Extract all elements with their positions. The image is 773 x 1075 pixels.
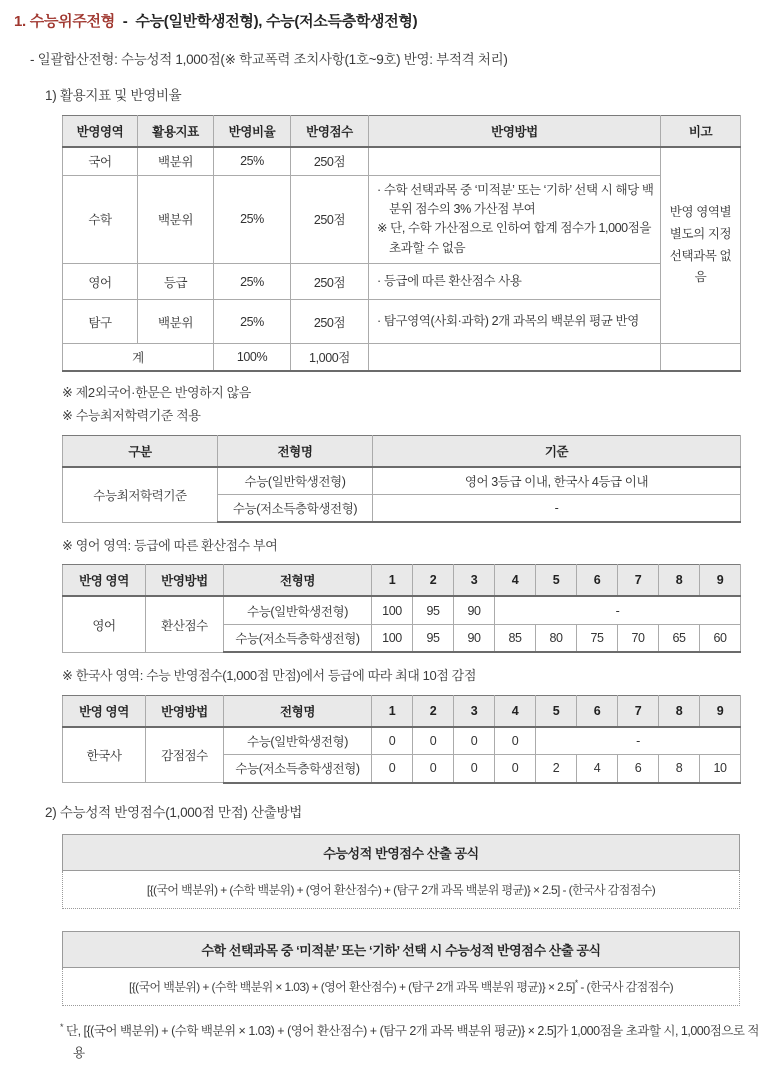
formula-asterisk: * (574, 977, 578, 988)
table-cell: 250점 (291, 300, 369, 344)
group-merged-cell: 수능최저학력기준 (63, 467, 218, 522)
dash-merged-cell: - (536, 727, 741, 755)
empty-method-cell (369, 147, 661, 175)
table-cell: 65 (659, 624, 700, 652)
empty-cell (369, 344, 661, 372)
table-cell: 수능(저소득층학생전형) (224, 624, 372, 652)
english-conversion-table (62, 564, 741, 653)
table-cell: 250점 (291, 264, 369, 300)
table-cell: 0 (454, 727, 495, 755)
table-cell: 25% (214, 147, 291, 175)
title-separator: - (122, 13, 128, 30)
remark-text: 반영 영역별 별도의 지정 선택과목 없음 (669, 204, 732, 285)
table-cell: 250점 (291, 147, 369, 175)
note-min-requirement: ※ 수능최저학력기준 적용 (62, 408, 201, 424)
table-row-inquiry (63, 300, 741, 344)
header-cell-grade: 8 (659, 565, 700, 597)
header-cell-ratio: 반영비율 (214, 116, 291, 148)
dash-merged-cell: - (495, 596, 741, 624)
total-ratio-cell: 100% (214, 344, 291, 372)
table-row-total (63, 344, 741, 372)
table-cell: 수능(저소득층학생전형) (224, 755, 372, 783)
header-cell-category: 구분 (63, 436, 218, 468)
header-cell-method: 반영방법 (146, 695, 224, 727)
table-cell: 2 (536, 755, 577, 783)
header-cell-remark: 비고 (661, 116, 741, 148)
header-cell-score: 반영점수 (291, 116, 369, 148)
section1-heading: 1) 활용지표 및 반영비율 (45, 88, 182, 103)
remark-merged-cell (661, 147, 741, 344)
method-item: · 수학 선택과목 중 ‘미적분’ 또는 ‘기하’ 선택 시 해당 백분위 점수의 3% 가산점 부여 (377, 182, 654, 216)
table-cell: 100 (372, 624, 413, 652)
table-cell: 영어 3등급 이내, 한국사 4등급 이내 (373, 467, 741, 495)
table-cell: 0 (372, 727, 413, 755)
table-cell: 수학 (63, 175, 138, 264)
header-cell-grade: 8 (659, 695, 700, 727)
empty-cell (661, 344, 741, 372)
header-cell-area: 반영영역 (63, 116, 138, 148)
table-cell: - (373, 495, 741, 523)
header-cell-grade: 9 (700, 565, 741, 597)
formula-post: - (한국사 감점점수) (577, 979, 673, 994)
header-cell-grade: 9 (700, 695, 741, 727)
area-merged-cell: 한국사 (63, 727, 146, 783)
footnote-asterisk: * (60, 1021, 64, 1032)
method-cell-inquiry (369, 300, 661, 344)
table-cell: 국어 (63, 147, 138, 175)
intro-line: - 일괄합산전형: 수능성적 1,000점(※ 학교폭력 조치사항(1호~9호) 반영: 부적격 처리) (30, 52, 508, 67)
minreq-header-row (63, 436, 741, 468)
table-cell: 90 (454, 596, 495, 624)
table-cell: 탐구 (63, 300, 138, 344)
formula-box-2-title: 수학 선택과목 중 ‘미적분’ 또는 ‘기하’ 선택 시 수능성적 반영점수 산출 공식 (62, 931, 740, 968)
table-cell: 0 (413, 755, 454, 783)
table-cell: 수능(일반학생전형) (224, 596, 372, 624)
table-cell: 수능(일반학생전형) (218, 467, 373, 495)
header-cell-track: 전형명 (224, 695, 372, 727)
total-score-cell: 1,000점 (291, 344, 369, 372)
header-cell-track: 전형명 (218, 436, 373, 468)
note-english-area: ※ 영어 영역: 등급에 따른 환산점수 부여 (62, 538, 278, 554)
table-row (63, 727, 741, 755)
usage-table (62, 115, 741, 372)
footnote (60, 1019, 760, 1065)
note-history-area: ※ 한국사 영역: 수능 반영점수(1,000점 만점)에서 등급에 따라 최대 10점 감점 (62, 668, 476, 684)
table-cell: 85 (495, 624, 536, 652)
table-cell: 0 (454, 755, 495, 783)
table-row (63, 467, 741, 495)
table-cell: 80 (536, 624, 577, 652)
table-cell: 수능(저소득층학생전형) (218, 495, 373, 523)
table-cell: 25% (214, 264, 291, 300)
header-cell-grade: 2 (413, 565, 454, 597)
table-cell: 0 (413, 727, 454, 755)
header-cell-grade: 3 (454, 565, 495, 597)
usage-table-header-row (63, 116, 741, 148)
formula-box-2 (62, 931, 740, 1006)
formula-pre: [{(국어 백분위) + (수학 백분위 × 1.03) + (영어 환산점수) + (탐구 2개 과목 백분위 평균)} × 2.5] (129, 979, 575, 994)
table-row-english (63, 264, 741, 300)
header-cell-area: 반영 영역 (63, 565, 146, 597)
header-cell-grade: 6 (577, 695, 618, 727)
history-table-header-row (63, 695, 741, 727)
table-cell: 영어 (63, 264, 138, 300)
table-cell: 0 (495, 727, 536, 755)
header-cell-grade: 4 (495, 695, 536, 727)
formula-box-2-formula (62, 968, 740, 1006)
header-cell-indicator: 활용지표 (138, 116, 214, 148)
table-cell: 6 (618, 755, 659, 783)
header-cell-grade: 7 (618, 695, 659, 727)
header-cell-track: 전형명 (224, 565, 372, 597)
min-requirement-table (62, 435, 741, 523)
area-merged-cell: 영어 (63, 596, 146, 652)
method-item: ※ 단, 수학 가산점으로 인하여 합계 점수가 1,000점을 초과할 수 없음 (377, 221, 652, 255)
table-cell: 8 (659, 755, 700, 783)
table-cell: 4 (577, 755, 618, 783)
formula-box-1-formula: [{(국어 백분위) + (수학 백분위) + (영어 환산점수) + (탐구 2개 과목 백분위 평균)} × 2.5] - (한국사 감점점수) (62, 871, 740, 909)
table-cell: 0 (495, 755, 536, 783)
table-cell: 70 (618, 624, 659, 652)
table-cell: 백분위 (138, 300, 214, 344)
table-cell: 100 (372, 596, 413, 624)
footnote-text: 단, [{(국어 백분위) + (수학 백분위 × 1.03) + (영어 환산점수) + (탐구 2개 과목 백분위 평균)} × 2.5]가 1,000점을 초과할 시, 1,000점으로 적용 (63, 1023, 759, 1061)
table-row (63, 596, 741, 624)
method-item: · 탐구영역(사회·과학) 2개 과목의 백분위 평균 반영 (377, 313, 639, 328)
table-cell: 등급 (138, 264, 214, 300)
method-cell-english (369, 264, 661, 300)
english-table-header-row (63, 565, 741, 597)
table-cell: 백분위 (138, 147, 214, 175)
section2-heading: 2) 수능성적 반영점수(1,000점 만점) 산출방법 (45, 804, 302, 820)
table-cell: 0 (372, 755, 413, 783)
method-item: · 등급에 따른 환산점수 사용 (377, 273, 522, 288)
title-subtracks: 수능(일반학생전형), 수능(저소득층학생전형) (135, 13, 418, 30)
header-cell-criteria: 기준 (373, 436, 741, 468)
header-cell-grade: 2 (413, 695, 454, 727)
table-cell: 25% (214, 175, 291, 264)
header-cell-area: 반영 영역 (63, 695, 146, 727)
total-label-cell: 계 (63, 344, 214, 372)
formula-box-1-title: 수능성적 반영점수 산출 공식 (62, 834, 740, 871)
page-title (14, 10, 757, 31)
header-cell-grade: 5 (536, 565, 577, 597)
title-number-main: 1. 수능위주전형 (14, 13, 115, 30)
header-cell-grade: 3 (454, 695, 495, 727)
header-cell-grade: 1 (372, 695, 413, 727)
table-cell: 수능(일반학생전형) (224, 727, 372, 755)
header-cell-method: 반영방법 (369, 116, 661, 148)
header-cell-grade: 1 (372, 565, 413, 597)
header-cell-method: 반영방법 (146, 565, 224, 597)
korean-history-table (62, 695, 741, 784)
table-cell: 95 (413, 624, 454, 652)
header-cell-grade: 6 (577, 565, 618, 597)
table-cell: 95 (413, 596, 454, 624)
table-cell: 60 (700, 624, 741, 652)
table-row-korean (63, 147, 741, 175)
table-cell: 250점 (291, 175, 369, 264)
table-row-math (63, 175, 741, 264)
table-cell: 75 (577, 624, 618, 652)
method-cell-math (369, 175, 661, 264)
header-cell-grade: 4 (495, 565, 536, 597)
table-cell: 10 (700, 755, 741, 783)
method-merged-cell: 환산점수 (146, 596, 224, 652)
note-second-language: ※ 제2외국어·한문은 반영하지 않음 (62, 385, 251, 400)
table-cell: 90 (454, 624, 495, 652)
table-cell: 백분위 (138, 175, 214, 264)
formula-box-1 (62, 834, 740, 909)
table-cell: 25% (214, 300, 291, 344)
method-merged-cell: 감점점수 (146, 727, 224, 783)
header-cell-grade: 7 (618, 565, 659, 597)
header-cell-grade: 5 (536, 695, 577, 727)
